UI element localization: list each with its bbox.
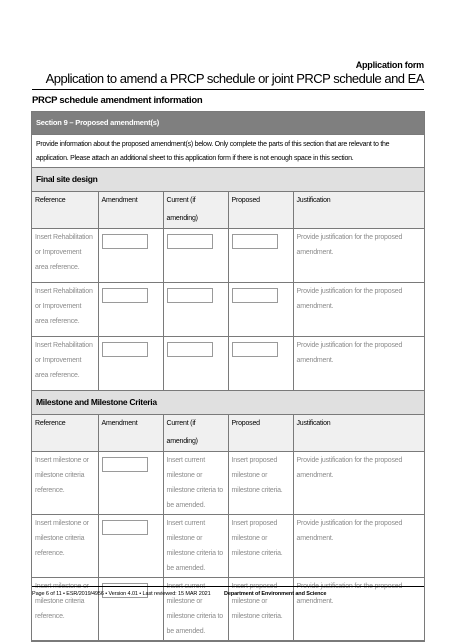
table-row (32, 337, 424, 391)
section9-band: Section 9 – Proposed amendment(s) (32, 112, 424, 135)
current-field[interactable]: Insert current milestone or milestone criteria to be amended. (163, 515, 228, 578)
reference-field[interactable]: Insert Rehabilitation or Improvement area reference. (32, 283, 98, 337)
reference-field[interactable]: Insert Rehabilitation or Improvement area reference. (32, 229, 98, 283)
reference-field[interactable]: Insert Rehabilitation or Improvement area reference. (32, 337, 98, 391)
table-row (32, 283, 424, 337)
proposed-field[interactable]: Insert proposed milestone or milestone criteria. (228, 452, 293, 515)
form-title: Application to amend a PRCP schedule or joint PRCP schedule and EA (45, 71, 424, 86)
table-row (32, 229, 424, 283)
justification-field[interactable]: Provide justification for the proposed amendment. (293, 515, 424, 578)
justification-field[interactable]: Provide justification for the proposed amendment. (293, 283, 424, 337)
current-input[interactable] (167, 288, 213, 303)
current-input[interactable] (167, 234, 213, 249)
col-justification: Justification (293, 192, 424, 229)
amendment-input[interactable] (102, 234, 148, 249)
column-header-row (32, 415, 424, 452)
document-type: Application form (355, 60, 424, 70)
justification-field[interactable]: Provide justification for the proposed amendment. (293, 452, 424, 515)
proposed-input[interactable] (232, 234, 278, 249)
amendment-cell (98, 515, 163, 578)
amendment-input[interactable] (102, 288, 148, 303)
current-input[interactable] (167, 342, 213, 357)
amendment-input[interactable] (102, 342, 148, 357)
current-cell (163, 229, 228, 283)
milestone-heading: Milestone and Milestone Criteria (32, 391, 424, 415)
footer-divider (32, 586, 424, 587)
amendment-input[interactable] (102, 520, 148, 535)
amendment-cell (98, 229, 163, 283)
column-header-row (32, 192, 424, 229)
milestone-table (32, 415, 424, 641)
proposed-cell (228, 229, 293, 283)
section9-intro: Provide information about the proposed amendment(s) below. Only complete the parts of this section that are relevant to the application. Please attach an additional sheet to this application form if there is not enough space in this section. (32, 135, 424, 168)
amendment-cell (98, 283, 163, 337)
proposed-input[interactable] (232, 288, 278, 303)
justification-field[interactable]: Provide justification for the proposed amendment. (293, 229, 424, 283)
col-current: Current (if amending) (163, 192, 228, 229)
col-reference: Reference (32, 192, 98, 229)
reference-field[interactable]: Insert milestone or milestone criteria reference. (32, 452, 98, 515)
col-justification: Justification (293, 415, 424, 452)
proposed-cell (228, 283, 293, 337)
justification-field[interactable]: Provide justification for the proposed amendment. (293, 337, 424, 391)
col-reference: Reference (32, 415, 98, 452)
final-site-design-table (32, 192, 424, 391)
col-amendment: Amendment (98, 192, 163, 229)
amendment-input[interactable] (102, 457, 148, 472)
col-proposed: Proposed (228, 415, 293, 452)
amendment-cell (98, 452, 163, 515)
final-site-design-heading: Final site design (32, 168, 424, 192)
current-cell (163, 337, 228, 391)
current-field[interactable]: Insert current milestone or milestone criteria to be amended. (163, 578, 228, 641)
current-field[interactable]: Insert current milestone or milestone criteria to be amended. (163, 452, 228, 515)
proposed-input[interactable] (232, 342, 278, 357)
section-title: PRCP schedule amendment information (32, 95, 203, 106)
justification-field[interactable]: Provide justification for the proposed amendment. (293, 578, 424, 641)
amendment-cell (98, 337, 163, 391)
table-row (32, 452, 424, 515)
proposed-field[interactable]: Insert proposed milestone or milestone criteria. (228, 515, 293, 578)
reference-field[interactable]: Insert milestone or milestone criteria reference. (32, 578, 98, 641)
col-proposed: Proposed (228, 192, 293, 229)
table-row (32, 515, 424, 578)
section9-form (31, 111, 425, 642)
col-current: Current (if amending) (163, 415, 228, 452)
proposed-field[interactable]: Insert proposed milestone or milestone criteria. (228, 578, 293, 641)
footer-department: Department of Environment and Science (224, 591, 327, 597)
reference-field[interactable]: Insert milestone or milestone criteria reference. (32, 515, 98, 578)
footer-page-info: Page 6 of 11 • ESR/2019/4956 • Version 4.01 • Last reviewed: 15 MAR 2021 (32, 591, 211, 597)
header-divider (32, 89, 424, 90)
col-amendment: Amendment (98, 415, 163, 452)
current-cell (163, 283, 228, 337)
proposed-cell (228, 337, 293, 391)
